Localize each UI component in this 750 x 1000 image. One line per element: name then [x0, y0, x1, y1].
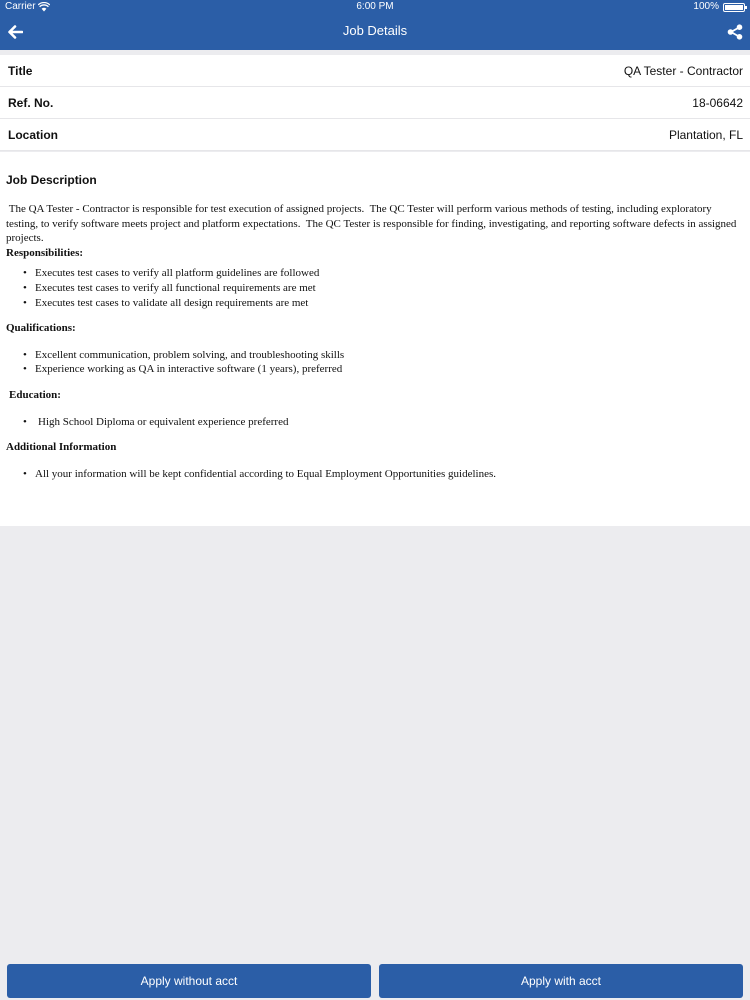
list-item: • High School Diploma or equivalent experience preferred [23, 415, 738, 430]
apply-without-account-button[interactable]: Apply without acct [7, 964, 371, 998]
list-item: • Excellent communication, problem solving, and troubleshooting skills [23, 348, 738, 363]
carrier-label: Carrier [5, 1, 36, 12]
list-item: • Executes test cases to verify all platform guidelines are followed [23, 266, 738, 281]
battery-percent: 100% [693, 1, 719, 12]
detail-label: Ref. No. [8, 95, 54, 110]
qualifications-title: Qualifications: [6, 322, 76, 335]
detail-row-location [0, 119, 750, 151]
nav-bar [0, 14, 750, 50]
share-button[interactable] [723, 17, 747, 47]
bottom-action-bar [0, 962, 750, 1000]
app-header [0, 0, 750, 50]
job-description-heading: Job Description [6, 173, 97, 187]
job-description-body [6, 202, 738, 481]
job-details-list [0, 55, 750, 151]
education-title: Education: [9, 388, 61, 401]
additional-info-title: Additional Information [6, 441, 117, 454]
list-item: • Executes test cases to validate all design requirements are met [23, 296, 738, 311]
job-description-section [0, 152, 750, 526]
qualifications-list [6, 348, 738, 377]
back-button[interactable] [2, 17, 28, 47]
apply-with-account-button[interactable]: Apply with acct [379, 964, 743, 998]
detail-row-title [0, 55, 750, 87]
description-intro: The QA Tester - Contractor is responsible for test execution of assigned projects. The QC Tester will perform various methods of testing, including exploratory testing, to verify software meets project and platform expectations. The QC Tester is responsible for finding, investigating, and reporting software defects in assigned projects. [6, 203, 740, 245]
list-item: • Executes test cases to verify all functional requirements are met [23, 281, 738, 296]
clock: 6:00 PM [356, 1, 394, 12]
list-item: • All your information will be kept confidential according to Equal Employment Opportunities guidelines. [23, 467, 738, 482]
detail-value: 18-06642 [692, 95, 743, 110]
detail-label: Title [8, 63, 33, 78]
detail-row-ref-no [0, 87, 750, 119]
status-bar [0, 0, 750, 14]
share-icon [727, 24, 743, 40]
list-item: • Experience working as QA in interactive software (1 years), preferred [23, 362, 738, 377]
responsibilities-title: Responsibilities: [6, 246, 84, 259]
battery-icon [723, 3, 745, 12]
education-list [6, 415, 738, 430]
page-title: Job Details [342, 23, 408, 38]
arrow-left-icon [7, 25, 23, 39]
responsibilities-list [6, 266, 738, 310]
additional-info-list [6, 467, 738, 482]
detail-value: QA Tester - Contractor [623, 63, 743, 78]
detail-label: Location [8, 127, 58, 142]
detail-value: Plantation, FL [668, 127, 743, 142]
